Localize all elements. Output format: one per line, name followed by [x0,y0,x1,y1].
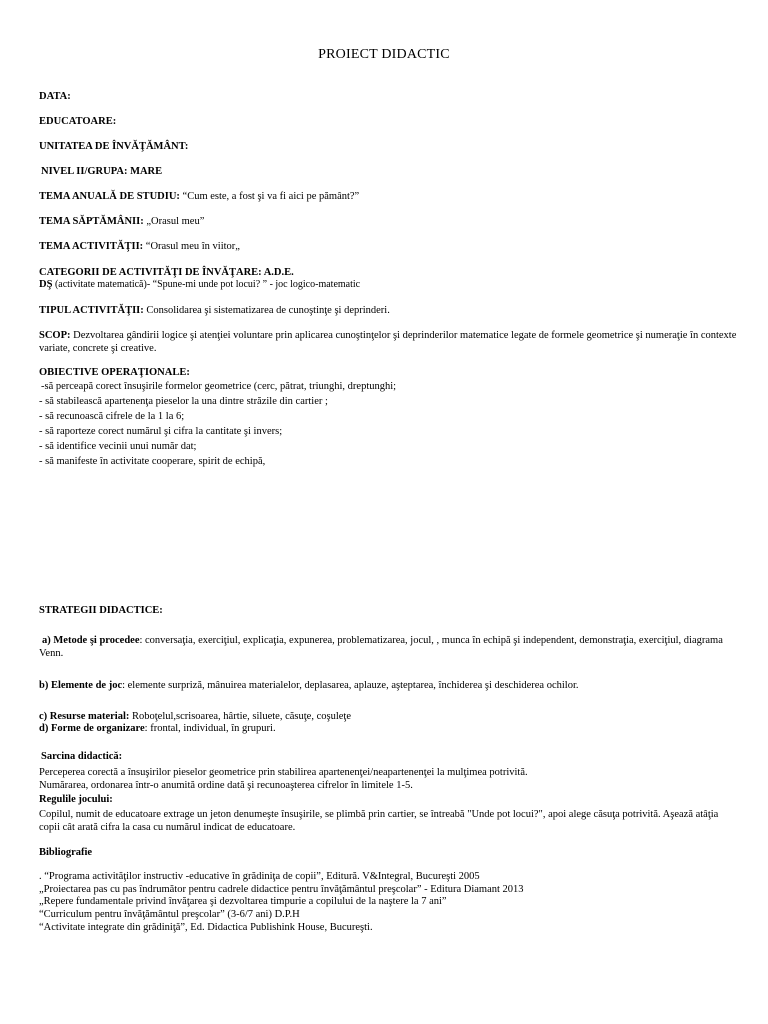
data-label: DATA: [39,91,71,102]
metode-value: : conversaţia, exerciţiul, explicaţia, expunerea, problematizarea, jocul, , munca în echipă şi independent, demonstraţia, exerciţiul, diagrama Venn. [39,635,723,659]
elemente-joc [39,680,579,692]
obiectiv-item: - să recunoască cifrele de la 1 la 6; [39,411,185,422]
tema-saptamanii [39,216,204,228]
bibliografie-label: Bibliografie [39,847,93,858]
sarcina-line: Numărarea, ordonarea într-o anumită ordine dată şi recunoaşterea cifrelor în limitele 1-5. [39,780,413,791]
tipul-activitatii [39,305,390,317]
obiectiv-item: -să perceapă corect însuşirile formelor geometrice (cerc, pătrat, triunghi, dreptunghi; [41,381,397,392]
resurse-line [39,711,351,723]
categorii-label: CATEGORII DE ACTIVITĂŢI DE ÎNVĂŢARE: A.D.E. [39,267,294,278]
tema-anuala [39,191,359,203]
bibliografie-item: . “Programa activităţilor instructiv -educative în grădiniţa de copii”, Editură. V&Integral, Bucureşti 2005 [39,871,480,882]
tipul-label: TIPUL ACTIVITĂŢII: [39,305,144,316]
forme-label: d) Forme de organizare [39,723,145,734]
educatoare-label: EDUCATOARE: [39,116,117,127]
tema-activitatii-label: TEMA ACTIVITĂŢII: [39,241,144,252]
ds-line [39,279,360,291]
metode-paragraph [39,635,739,660]
sarcina-label: Sarcina didactică: [41,751,123,762]
ds-value: (activitate matematică)- “Spune-mi unde pot locui? ” - joc logico-matematic [52,279,361,290]
obiectiv-item: - să manifeste în activitate cooperare, spirit de echipă, [39,456,266,467]
nivel-label: NIVEL II/GRUPA: MARE [41,166,163,177]
bibliografie-item: „Repere fundamentale privind învăţarea şi dezvoltarea timpurie a copilului de la naştere la 7 ani” [39,896,447,907]
elemente-value: : elemente surpriză, mânuirea materialelor, deplasarea, aplauze, aşteptarea, închiderea şi deschiderea ochilor. [122,680,579,691]
unitate-label: UNITATEA DE ÎNVĂŢĂMÂNT: [39,141,189,152]
resurse-value: Roboţelul,scrisoarea, hârtie, siluete, căsuţe, coşuleţe [129,711,351,722]
metode-label: a) Metode şi procedee [42,635,140,646]
tema-saptamanii-value: „Orasul meu” [143,216,205,227]
sarcina-line: Perceperea corectă a însuşirilor pieselor geometrice prin stabilirea apartenenţei/neapartenenţei la mulţimea potrivită. [39,767,528,778]
tema-activitatii [39,241,240,253]
tema-anuala-value: “Cum este, a fost şi va fi aici pe pământ?” [179,191,360,202]
obiectiv-item: - să identifice vecinii unui număr dat; [39,441,197,452]
bibliografie-item: „Proiectarea pas cu pas îndrumător pentru cadrele didactice pentru învăţământul preşcolar” - Editura Diamant 2013 [39,884,524,895]
elemente-label: b) Elemente de joc [39,680,123,691]
scop-value: Dezvoltarea gândirii logice şi atenţiei voluntare prin aplicarea cunoştinţelor şi deprinderilor matematice legate de formele geometrice şi numeraţie în contexte variate, concrete şi creative. [39,330,737,354]
tema-saptamanii-label: TEMA SĂPTĂMÂNII: [39,216,144,227]
obiectiv-item: - să stabilească apartenenţa pieselor la una dintre străzile din cartier ; [39,396,328,407]
strategii-label: STRATEGII DIDACTICE: [39,605,163,616]
tipul-value: Consolidarea şi sistematizarea de cunoştinţe şi deprinderi. [143,305,390,316]
scop-paragraph [39,330,739,355]
reguli-text: Copilul, numit de educatoare extrage un jeton denumeşte însuşirile, se plimbă prin cartier, se întreabă "Unde pot locui?", apoi alege căsuţa potrivită. Aşează atâţia copii cât arată cifra la casa cu numărul indicat de educatoare. [39,809,719,833]
obiectiv-item: - să raporteze corect numărul şi cifra la cantitate şi invers; [39,426,283,437]
tema-anuala-label: TEMA ANUALĂ DE STUDIU: [39,191,180,202]
page-title: PROIECT DIDACTIC [318,47,450,62]
reguli-label: Regulile jocului: [39,794,113,805]
ds-label: DŞ [39,279,53,290]
bibliografie-item: “Curriculum pentru învăţământul preşcolar” (3-6/7 ani) D.P.H [39,909,300,920]
tema-activitatii-value: “Orasul meu în viitor„ [143,241,240,252]
bibliografie-item: “Activitate integrate din grădiniţă”, Ed. Didactica Publishink House, Bucureşti. [39,922,373,933]
scop-label: SCOP: [39,330,71,341]
forme-value: : frontal, individual, în grupuri. [144,723,276,734]
resurse-label: c) Resurse material: [39,711,130,722]
obiective-label: OBIECTIVE OPERAŢIONALE: [39,367,190,378]
forme-line [39,723,276,735]
